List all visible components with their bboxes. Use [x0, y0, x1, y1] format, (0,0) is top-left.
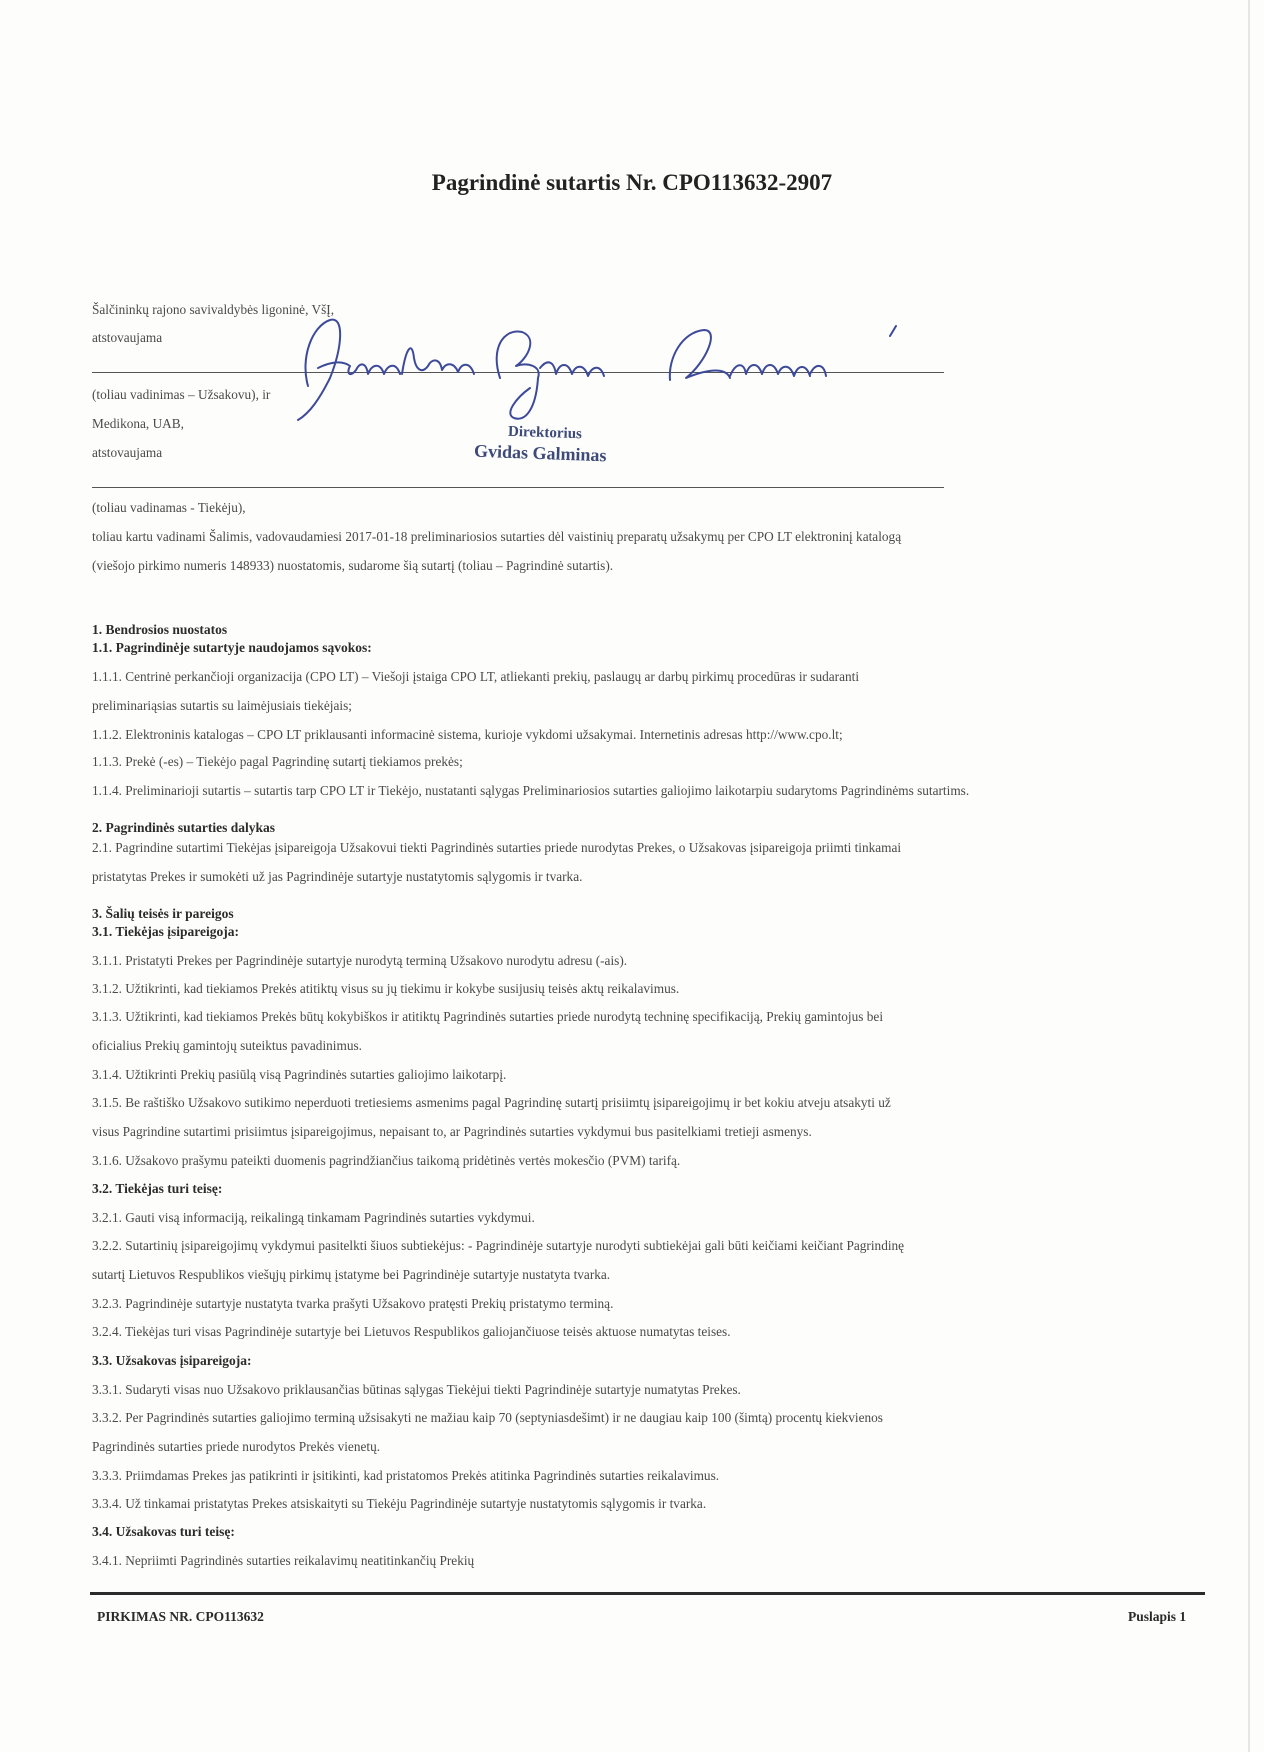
clause-3-2-2: 3.2.2. Sutartinių įsipareigojimų vykdymui pasitelkti šiuos subtiekėjus: - Pagrindinėje sutartyje nurodyti subtiekėjai gali būti keičiami keičiant Pagrindinę: [92, 1238, 905, 1253]
handwritten-signature: [290, 318, 930, 428]
clause-3-1-3: 3.1.3. Užtikrinti, kad tiekiamos Prekės būtų kokybiškos ir atitiktų Pagrindinės sutarties priede nurodytą techninę specifikaciją, Prekių gamintojus bei: [92, 1009, 884, 1024]
stamp-name: Gvidas Galminas: [473, 440, 607, 466]
clause-1-1-1: 1.1.1. Centrinė perkančioji organizacija (CPO LT) – Viešoji įstaiga CPO LT, atliekanti prekių, paslaugų ar darbų pirkimų procedūras ir sudaranti: [92, 669, 860, 684]
clause-3-3-4: 3.3.4. Už tinkamai pristatytas Prekes atsiskaityti su Tiekėju Pagrindinėje sutartyje nustatytomis sąlygomis ir tvarka.: [92, 1496, 707, 1511]
clause-3-1-1: 3.1.1. Pristatyti Prekes per Pagrindinėje sutartyje nurodytą terminą Užsakovo nurodytu adresu (-ais).: [92, 953, 628, 968]
intro-line-1: toliau kartu vadinami Šalimis, vadovaudamiesi 2017-01-18 preliminariosios sutarties dėl vaistinių preparatų užsakymų per CPO LT elektroninį katalogą: [92, 529, 902, 544]
supplier-name: Medikona, UAB,: [92, 416, 184, 431]
clause-1-1-3: 1.1.3. Prekė (-es) – Tiekėjo pagal Pagrindinę sutartį tiekiamos prekės;: [92, 754, 463, 769]
stamp-position: Direktorius: [507, 423, 583, 443]
footer-procurement-number: PIRKIMAS NR. CPO113632: [97, 1609, 264, 1624]
clause-3-4-1: 3.4.1. Nepriimti Pagrindinės sutarties reikalavimų neatitinkančių Prekių: [92, 1553, 475, 1568]
document-title: Pagrindinė sutartis Nr. CPO113632-2907: [431, 170, 833, 195]
supplier-signature-line: [92, 487, 944, 488]
clause-3-2-4: 3.2.4. Tiekėjas turi visas Pagrindinėje sutartyje bei Lietuvos Respublikos galiojančiuose teisės aktuose numatytas teises.: [92, 1324, 731, 1339]
section-2-heading: 2. Pagrindinės sutarties dalykas: [92, 820, 276, 835]
clause-2-1: 2.1. Pagrindine sutartimi Tiekėjas įsipareigoja Užsakovui tiekti Pagrindinės sutarties priede nurodytas Prekes, o Užsakovas įsipareigoja priimti tinkamai: [92, 840, 902, 855]
clause-3-1-6: 3.1.6. Užsakovo prašymu pateikti duomenis pagrindžiančius taikomą pridėtinės vertės mokesčio (PVM) tarifą.: [92, 1153, 681, 1168]
clause-3-2-2-cont: sutartį Lietuvos Respublikos viešųjų pirkimų įstatyme bei Pagrindinėje sutartyje nustatyta tvarka.: [92, 1267, 611, 1282]
footer-rule: [90, 1592, 1205, 1595]
buyer-representation: atstovaujama: [92, 330, 163, 345]
clause-3-2-1: 3.2.1. Gauti visą informaciją, reikalingą tinkamam Pagrindinės sutarties vykdymui.: [92, 1210, 535, 1225]
clause-2-1-cont: pristatytas Prekes ir sumokėti už jas Pagrindinėje sutartyje nustatytomis sąlygomis ir tvarka.: [92, 869, 583, 884]
clause-3-1-2: 3.1.2. Užtikrinti, kad tiekiamos Prekės atitiktų visus su jų tiekimu ir kokybe susijusių teisės aktų reikalavimus.: [92, 981, 680, 996]
section-3-heading: 3. Šalių teisės ir pareigos: [92, 906, 234, 921]
supplier-representation: atstovaujama: [92, 445, 163, 460]
page-edge: [1248, 0, 1250, 1752]
section-3-3-heading: 3.3. Užsakovas įsipareigoja:: [92, 1353, 252, 1368]
intro-line-2: (viešojo pirkimo numeris 148933) nuostatomis, sudarome šią sutartį (toliau – Pagrindinė sutartis).: [92, 558, 614, 573]
clause-3-2-3: 3.2.3. Pagrindinėje sutartyje nustatyta tvarka prašyti Užsakovo pratęsti Prekių pristatymo terminą.: [92, 1296, 614, 1311]
clause-3-1-5-cont: visus Pagrindine sutartimi prisiimtus įsipareigojimus, nepaisant to, ar Pagrindinės sutarties vykdymui bus pasitelkiami tretieji asmenys.: [92, 1124, 812, 1139]
section-3-2-heading: 3.2. Tiekėjas turi teisę:: [92, 1181, 223, 1196]
clause-3-3-3: 3.3.3. Priimdamas Prekes jas patikrinti ir įsitikinti, kad pristatomos Prekės atitinka Pagrindinės sutarties reikalavimus.: [92, 1468, 720, 1483]
clause-1-1-4: 1.1.4. Preliminarioji sutartis – sutartis tarp CPO LT ir Tiekėjo, nustatanti sąlygas Preliminariosios sutarties galiojimo laikotarpiu sudarytoms Pagrindinėms sutartims.: [92, 783, 970, 798]
clause-1-1-2: 1.1.2. Elektroninis katalogas – CPO LT priklausanti informacinė sistema, kurioje vykdomi užsakymai. Internetinis adresas http://www.cpo.lt;: [92, 727, 843, 742]
buyer-alias: (toliau vadinimas – Užsakovu), ir: [92, 387, 271, 402]
section-3-4-heading: 3.4. Užsakovas turi teisę:: [92, 1524, 235, 1539]
buyer-name: Šalčininkų rajono savivaldybės ligoninė, VšĮ,: [92, 302, 335, 317]
section-1-1-heading: 1.1. Pagrindinėje sutartyje naudojamos sąvokos:: [92, 640, 372, 655]
supplier-alias: (toliau vadinamas - Tiekėju),: [92, 500, 246, 515]
footer-page-number: Puslapis 1: [1128, 1609, 1187, 1624]
clause-3-1-3-cont: oficialius Prekių gamintojų suteiktus pavadinimus.: [92, 1038, 362, 1053]
clause-3-1-4: 3.1.4. Užtikrinti Prekių pasiūlą visą Pagrindinės sutarties galiojimo laikotarpį.: [92, 1067, 507, 1082]
clause-3-3-2: 3.3.2. Per Pagrindinės sutarties galiojimo terminą užsisakyti ne mažiau kaip 70 (septyniasdešimt) ir ne daugiau kaip 100 (šimtą) procentų kiekvienos: [92, 1410, 883, 1425]
clause-3-1-5: 3.1.5. Be raštiško Užsakovo sutikimo neperduoti tretiesiems asmenims pagal Pagrindinę sutartį prisiimtų įsipareigojimų ir bet kokiu atveju atsakyti už: [92, 1095, 891, 1110]
section-3-1-heading: 3.1. Tiekėjas įsipareigoja:: [92, 924, 240, 939]
section-1-heading: 1. Bendrosios nuostatos: [92, 622, 228, 637]
clause-3-3-1: 3.3.1. Sudaryti visas nuo Užsakovo priklausančias būtinas sąlygas Tiekėjui tiekti Pagrindinėje sutartyje numatytas Prekes.: [92, 1382, 741, 1397]
clause-3-3-2-cont: Pagrindinės sutarties priede nurodytos Prekės vienetų.: [92, 1439, 381, 1454]
clause-1-1-1-cont: preliminariąsias sutartis su laimėjusiais tiekėjais;: [92, 698, 352, 713]
